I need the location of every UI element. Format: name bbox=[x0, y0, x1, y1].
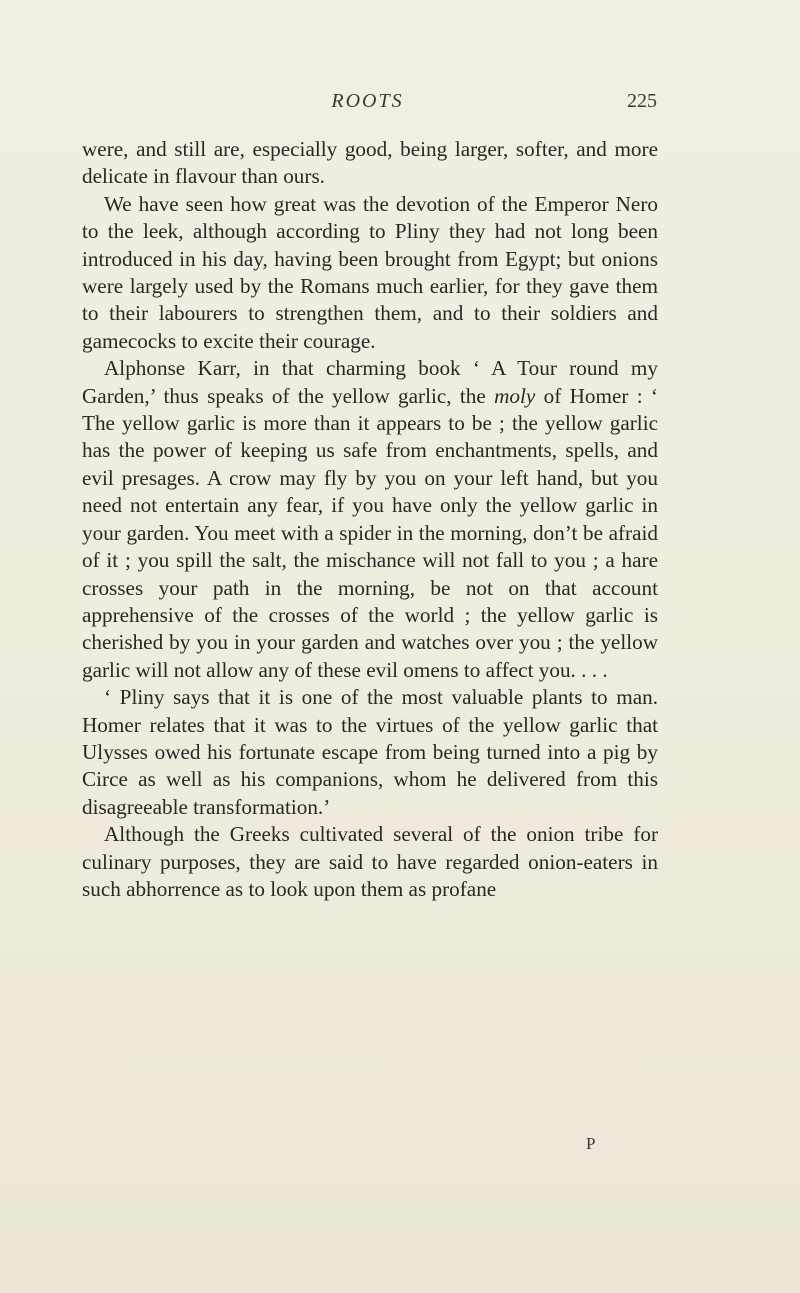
paragraph-3-part-1: Alphonse Karr, in that charming book ‘ A Tour round my Garden,’ thus speaks of the yellow garlic, the bbox=[82, 356, 658, 408]
paragraph-4: ‘ Pliny says that it is one of the most valuable plants to man. Homer relates that it was to the virtues of the yellow garlic that Ulysses owed his fortunate escape from being turned into a pig by Circe as well as his companions, whom he delivered from this disagreeable transformation.’ bbox=[82, 685, 658, 819]
paragraph-1: were, and still are, especially good, being larger, softer, and more delicate in flavour than ours. bbox=[82, 137, 658, 189]
signature-mark: P bbox=[586, 1134, 596, 1153]
paragraph-2: We have seen how great was the devotion of the Emperor Nero to the leek, although according to Pliny they had not long been introduced in his day, having been brought from Egypt; but onions were largely used by the Romans much earlier, for they gave them to their labourers to strengthen them, and to their soldiers and gamecocks to excite their courage. bbox=[82, 191, 658, 353]
page-header bbox=[0, 86, 800, 120]
paragraph-5: Although the Greeks cultivated several of the onion tribe for culinary purposes, they are said to have regarded onion-eaters in such abhorrence as to look upon them as profane bbox=[82, 822, 658, 901]
paragraph-3-part-2: of Homer : ‘ The yellow garlic is more than it appears to be ; the yellow garlic has the power of keeping us safe from enchantments, spells, and evil presages. A crow may fly by you on your left hand, but you need not entertain any fear, if you have only the yellow garlic in your garden. You meet with a spider in the morning, don’t be afraid of it ; you spill the salt, the mischance will not fall to you ; a hare crosses your path in the morning, be not on that account apprehensive of the crosses of the world ; the yellow garlic is cherished by you in your garden and watches over you ; the yellow garlic will not allow any of these evil omens to affect you. . . . bbox=[82, 383, 658, 682]
page-number: 225 bbox=[627, 90, 657, 112]
moly-italic: moly bbox=[494, 383, 536, 408]
paragraph-3 bbox=[82, 355, 658, 684]
body-text bbox=[82, 136, 658, 903]
running-title: ROOTS bbox=[331, 90, 404, 112]
